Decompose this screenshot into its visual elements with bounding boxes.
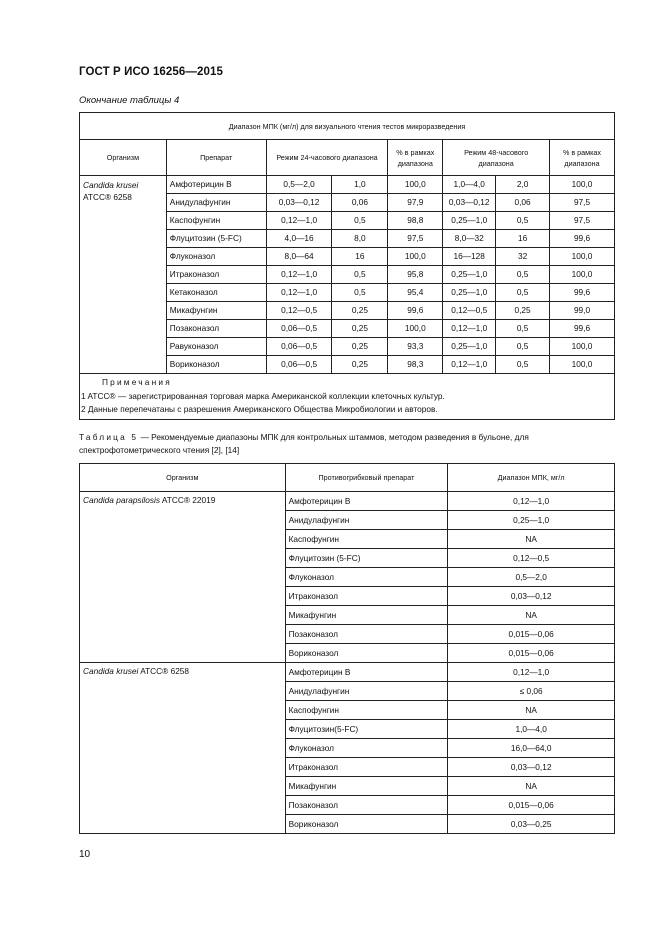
value-cell: NA xyxy=(448,701,615,720)
table5-col-organism: Организм xyxy=(80,464,286,492)
drug-name-cell: Кетаконазол xyxy=(166,284,266,302)
value-cell: 1,0—4,0 xyxy=(448,720,615,739)
drug-name-cell: Анидулафунгин xyxy=(166,194,266,212)
value-cell: 1,0—4,0 xyxy=(443,176,496,194)
value-cell: 0,03—0,12 xyxy=(448,758,615,777)
value-cell: 97,5 xyxy=(388,230,443,248)
value-cell: NA xyxy=(448,777,615,796)
value-cell: 16—128 xyxy=(443,248,496,266)
drug-name-cell: Амфотерицин В xyxy=(285,492,448,511)
value-cell: 97,9 xyxy=(388,194,443,212)
value-cell: 97,5 xyxy=(550,194,615,212)
drug-name-cell: Равуконазол xyxy=(166,338,266,356)
drug-name-cell: Анидулафунгин xyxy=(285,682,448,701)
table4-col-pct48: % в рамках диапазона xyxy=(550,140,615,176)
value-cell: 0,5 xyxy=(496,284,550,302)
drug-name-cell: Итраконазол xyxy=(285,758,448,777)
organism-name: Candida parapsilosis xyxy=(83,495,161,505)
value-cell: 0,12—1,0 xyxy=(443,356,496,374)
drug-name-cell: Флуцитозин (5-FC) xyxy=(285,549,448,568)
table5-organism-cell xyxy=(80,492,286,663)
value-cell: 0,06—0,5 xyxy=(266,356,332,374)
table4-col-24h: Режим 24-часового диапазона xyxy=(266,140,388,176)
drug-name-cell: Позаконазол xyxy=(285,796,448,815)
value-cell: 0,25 xyxy=(332,320,388,338)
drug-name-cell: Итраконазол xyxy=(285,587,448,606)
drug-name-cell: Вориконазол xyxy=(166,356,266,374)
value-cell: 0,5 xyxy=(496,212,550,230)
table4-col-48h: Режим 48-часового диапазона xyxy=(443,140,550,176)
value-cell: 2,0 xyxy=(496,176,550,194)
table4-super-header: Диапазон МПК (мг/л) для визуального чтения тестов микроразведения xyxy=(80,113,615,140)
value-cell: 0,12—0,5 xyxy=(443,302,496,320)
drug-name-cell: Анидулафунгин xyxy=(285,511,448,530)
table-row xyxy=(80,663,615,682)
value-cell: 100,0 xyxy=(388,320,443,338)
value-cell: 0,015—0,06 xyxy=(448,644,615,663)
value-cell: 0,12—1,0 xyxy=(266,284,332,302)
notes-title: Примечания xyxy=(102,377,172,387)
value-cell: 100,0 xyxy=(550,176,615,194)
drug-name-cell: Позаконазол xyxy=(285,625,448,644)
value-cell: 99,6 xyxy=(550,320,615,338)
table4-caption: Окончание таблицы 4 xyxy=(79,95,180,106)
note-item: 2 Данные перепечатаны с разрешения Американского Общества Микробиологии и авторов. xyxy=(81,404,438,414)
value-cell: 98,3 xyxy=(388,356,443,374)
value-cell: 0,03—0,12 xyxy=(443,194,496,212)
table5-col-range: Диапазон МПК, мг/л xyxy=(448,464,615,492)
value-cell: 0,25—1,0 xyxy=(448,511,615,530)
value-cell: 100,0 xyxy=(388,176,443,194)
value-cell: 0,12—1,0 xyxy=(266,266,332,284)
value-cell: 97,5 xyxy=(550,212,615,230)
value-cell: 95,4 xyxy=(388,284,443,302)
drug-name-cell: Микафунгин xyxy=(166,302,266,320)
value-cell: 0,03—0,12 xyxy=(266,194,332,212)
value-cell: 8,0—64 xyxy=(266,248,332,266)
value-cell: 0,25—1,0 xyxy=(443,338,496,356)
table-4 xyxy=(79,112,615,420)
drug-name-cell: Флуконазол xyxy=(285,568,448,587)
value-cell: 0,25—1,0 xyxy=(443,212,496,230)
value-cell: 0,25 xyxy=(496,302,550,320)
page-number: 10 xyxy=(79,849,91,860)
document-header: ГОСТ Р ИСО 16256—2015 xyxy=(79,66,224,78)
value-cell: 0,03—0,25 xyxy=(448,815,615,834)
organism-strain: ATCC® 6258 xyxy=(138,666,190,676)
organism-strain: ATCC® 22019 xyxy=(160,495,216,505)
drug-name-cell: Флуцитозин(5-FC) xyxy=(285,720,448,739)
table-row xyxy=(80,176,615,194)
value-cell: 0,25 xyxy=(332,302,388,320)
value-cell: 0,12—1,0 xyxy=(448,492,615,511)
table4-notes xyxy=(80,374,615,420)
value-cell: 93,3 xyxy=(388,338,443,356)
value-cell: 99,0 xyxy=(550,302,615,320)
value-cell: 0,12—1,0 xyxy=(266,212,332,230)
value-cell: 0,12—0,5 xyxy=(266,302,332,320)
value-cell: 0,5 xyxy=(496,356,550,374)
value-cell: 100,0 xyxy=(550,266,615,284)
value-cell: 0,5 xyxy=(496,320,550,338)
drug-name-cell: Итраконазол xyxy=(166,266,266,284)
value-cell: 0,12—1,0 xyxy=(443,320,496,338)
value-cell: 0,06 xyxy=(332,194,388,212)
value-cell: 0,06—0,5 xyxy=(266,320,332,338)
drug-name-cell: Каспофунгин xyxy=(285,530,448,549)
value-cell: 8,0—32 xyxy=(443,230,496,248)
value-cell: 0,06—0,5 xyxy=(266,338,332,356)
value-cell: 8,0 xyxy=(332,230,388,248)
value-cell: 99,6 xyxy=(550,284,615,302)
value-cell: 99,6 xyxy=(550,230,615,248)
table4-col-pct24: % в рамках диапазона xyxy=(388,140,443,176)
drug-name-cell: Позаконазол xyxy=(166,320,266,338)
drug-name-cell: Амфотерицин В xyxy=(285,663,448,682)
organism-name: Candida krusei xyxy=(83,180,139,190)
value-cell: 0,25—1,0 xyxy=(443,284,496,302)
value-cell: 100,0 xyxy=(550,338,615,356)
value-cell: NA xyxy=(448,606,615,625)
value-cell: 0,12—0,5 xyxy=(448,549,615,568)
value-cell: 4,0—16 xyxy=(266,230,332,248)
value-cell: 0,25—1,0 xyxy=(443,266,496,284)
value-cell: 0,5 xyxy=(332,266,388,284)
value-cell: 0,25 xyxy=(332,338,388,356)
value-cell: 0,5 xyxy=(496,338,550,356)
organism-strain: ATCC® 6258 xyxy=(83,192,132,202)
drug-name-cell: Флуконазол xyxy=(285,739,448,758)
table5-organism-cell xyxy=(80,663,286,834)
value-cell: 16 xyxy=(496,230,550,248)
value-cell: 0,5—2,0 xyxy=(448,568,615,587)
value-cell: 1,0 xyxy=(332,176,388,194)
value-cell: 0,5 xyxy=(496,266,550,284)
value-cell: 32 xyxy=(496,248,550,266)
value-cell: 0,5 xyxy=(332,212,388,230)
drug-name-cell: Флуконазол xyxy=(166,248,266,266)
drug-name-cell: Вориконазол xyxy=(285,644,448,663)
table4-organism-cell xyxy=(80,176,167,374)
drug-name-cell: Флуцитозин (5-FC) xyxy=(166,230,266,248)
value-cell: 98,8 xyxy=(388,212,443,230)
drug-name-cell: Каспофунгин xyxy=(166,212,266,230)
table4-col-drug: Препарат xyxy=(166,140,266,176)
table5-col-drug: Противогрибковый препарат xyxy=(285,464,448,492)
value-cell: 0,12—1,0 xyxy=(448,663,615,682)
drug-name-cell: Амфотерицин В xyxy=(166,176,266,194)
value-cell: 0,06 xyxy=(496,194,550,212)
organism-name: Candida krusei xyxy=(83,666,139,676)
table-5 xyxy=(79,463,615,834)
value-cell: 0,015—0,06 xyxy=(448,625,615,644)
value-cell: 100,0 xyxy=(388,248,443,266)
value-cell: 0,03—0,12 xyxy=(448,587,615,606)
value-cell: 16,0—64,0 xyxy=(448,739,615,758)
value-cell: 0,015—0,06 xyxy=(448,796,615,815)
value-cell: 16 xyxy=(332,248,388,266)
table5-caption-lead: Таблица 5 xyxy=(79,432,139,442)
value-cell: 0,5 xyxy=(332,284,388,302)
drug-name-cell: Микафунгин xyxy=(285,606,448,625)
table5-caption xyxy=(79,431,619,457)
value-cell: 95,8 xyxy=(388,266,443,284)
drug-name-cell: Микафунгин xyxy=(285,777,448,796)
value-cell: 0,25 xyxy=(332,356,388,374)
value-cell: 100,0 xyxy=(550,248,615,266)
value-cell: ≤ 0,06 xyxy=(448,682,615,701)
value-cell: 0,5—2,0 xyxy=(266,176,332,194)
table5-caption-text: — Рекомендуемые диапазоны МПК для контрольных штаммов, методом разведения в бульоне, для спектрофотометрического чтения [2], [14] xyxy=(79,432,529,455)
note-item: 1 ATCC® — зарегистрированная торговая марка Американской коллекции клеточных культур. xyxy=(81,390,445,401)
value-cell: NA xyxy=(448,530,615,549)
table4-notes-row xyxy=(80,374,615,420)
table4-col-organism: Организм xyxy=(80,140,167,176)
value-cell: 100,0 xyxy=(550,356,615,374)
table-row xyxy=(80,492,615,511)
value-cell: 99,6 xyxy=(388,302,443,320)
drug-name-cell: Каспофунгин xyxy=(285,701,448,720)
drug-name-cell: Вориконазол xyxy=(285,815,448,834)
